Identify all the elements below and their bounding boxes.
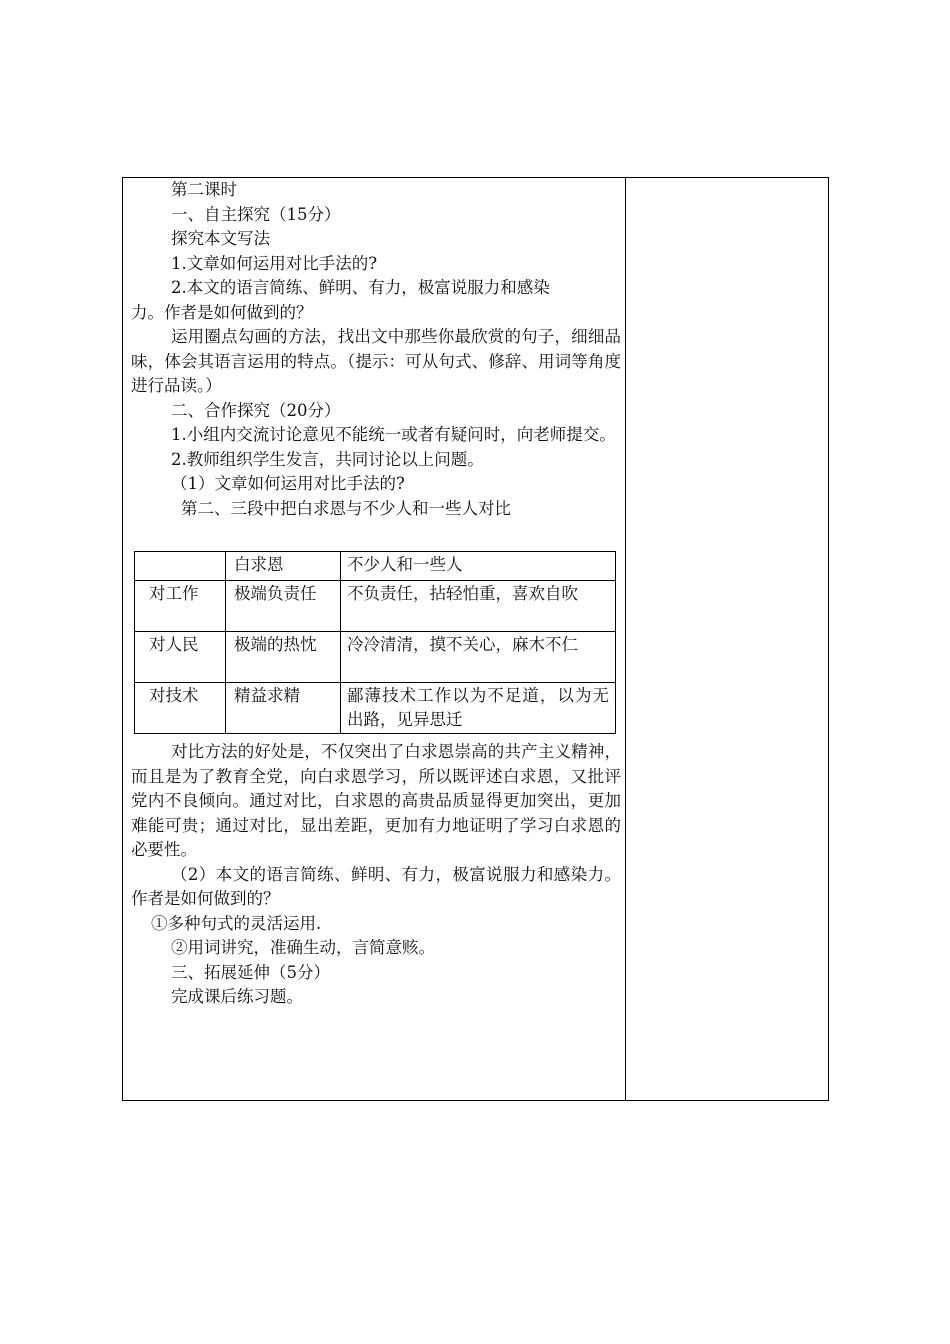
lesson-title: 第二课时 (171, 180, 237, 199)
table-cell: 精益求精 (226, 683, 341, 734)
section-1-topic: 探究本文写法 (171, 229, 270, 248)
section-2-point-2: 2.教师组织学生发言，共同讨论以上问题。 (171, 449, 484, 469)
table-cell: 冷冷清清，摸不关心，麻木不仁 (341, 632, 616, 683)
table-cell: 极端的热忱 (226, 632, 341, 683)
table-row (135, 683, 616, 734)
table-header-cell: 不少人和一些人 (341, 552, 616, 581)
table-header-cell (135, 552, 226, 581)
section-3-heading: 三、拓展延伸（5分） (171, 962, 330, 982)
question-2-line-1: 2.本文的语言简练、鲜明、有力，极富说服力和感染 (171, 278, 550, 297)
table-cell: 对人民 (135, 632, 226, 683)
table-cell: 极端负责任 (226, 581, 341, 632)
table-cell: 对技术 (135, 683, 226, 734)
point-2: ②用词讲究，准确生动，言简意赅。 (171, 938, 435, 957)
table-caption: 第二、三段中把白求恩与不少人和一些人对比 (181, 498, 511, 518)
section-1-heading: 一、自主探究（15分） (171, 204, 341, 224)
point-1: ①多种句式的灵活运用. (151, 913, 322, 933)
lesson-plan-frame (122, 177, 829, 1101)
table-cell: 不负责任，拈轻怕重，喜欢自吹 (341, 581, 616, 632)
section-2-point-1: 1.小组内交流讨论意见不能统一或者有疑问时，向老师提交。 (171, 425, 616, 444)
table-header-row (135, 552, 616, 581)
table-cell: 对工作 (135, 581, 226, 632)
main-column (131, 178, 621, 521)
comparison-table (134, 551, 616, 734)
question-2-line-2: 力。作者是如何做到的？ (131, 302, 313, 322)
section-3-task: 完成课后练习题。 (171, 987, 303, 1006)
method-paragraph: 运用圈点勾画的方法，找出文中那些你最欣赏的句子，细细品味，体会其语言运用的特点。（提示：可从句式、修辞、用词等角度进行品读。） (131, 327, 621, 395)
question-1: 1.文章如何运用对比手法的? (171, 253, 378, 273)
section-2-question-2: （2）本文的语言简练、鲜明、有力，极富说服力和感染力。作者是如何做到的？ (131, 864, 621, 908)
after-table-content (131, 740, 621, 1010)
table-row (135, 581, 616, 632)
section-2-heading: 二、合作探究（20分） (171, 400, 341, 420)
table-cell: 鄙薄技术工作以为不足道，以为无出路，见异思迁 (341, 683, 616, 734)
table-row (135, 632, 616, 683)
section-2-question-1: （1）文章如何运用对比手法的? (171, 474, 405, 493)
table-header-cell: 白求恩 (226, 552, 341, 581)
analysis-paragraph: 对比方法的好处是，不仅突出了白求恩崇高的共产主义精神，而且是为了教育全党，向白求恩学习，所以既评述白求恩，又批评党内不良倾向。通过对比，白求恩的高贵品质显得更加突出，更加难能可贵；通过对比，显出差距，更加有力地证明了学习白求恩的必要性。 (131, 742, 621, 859)
column-divider (625, 178, 626, 1100)
